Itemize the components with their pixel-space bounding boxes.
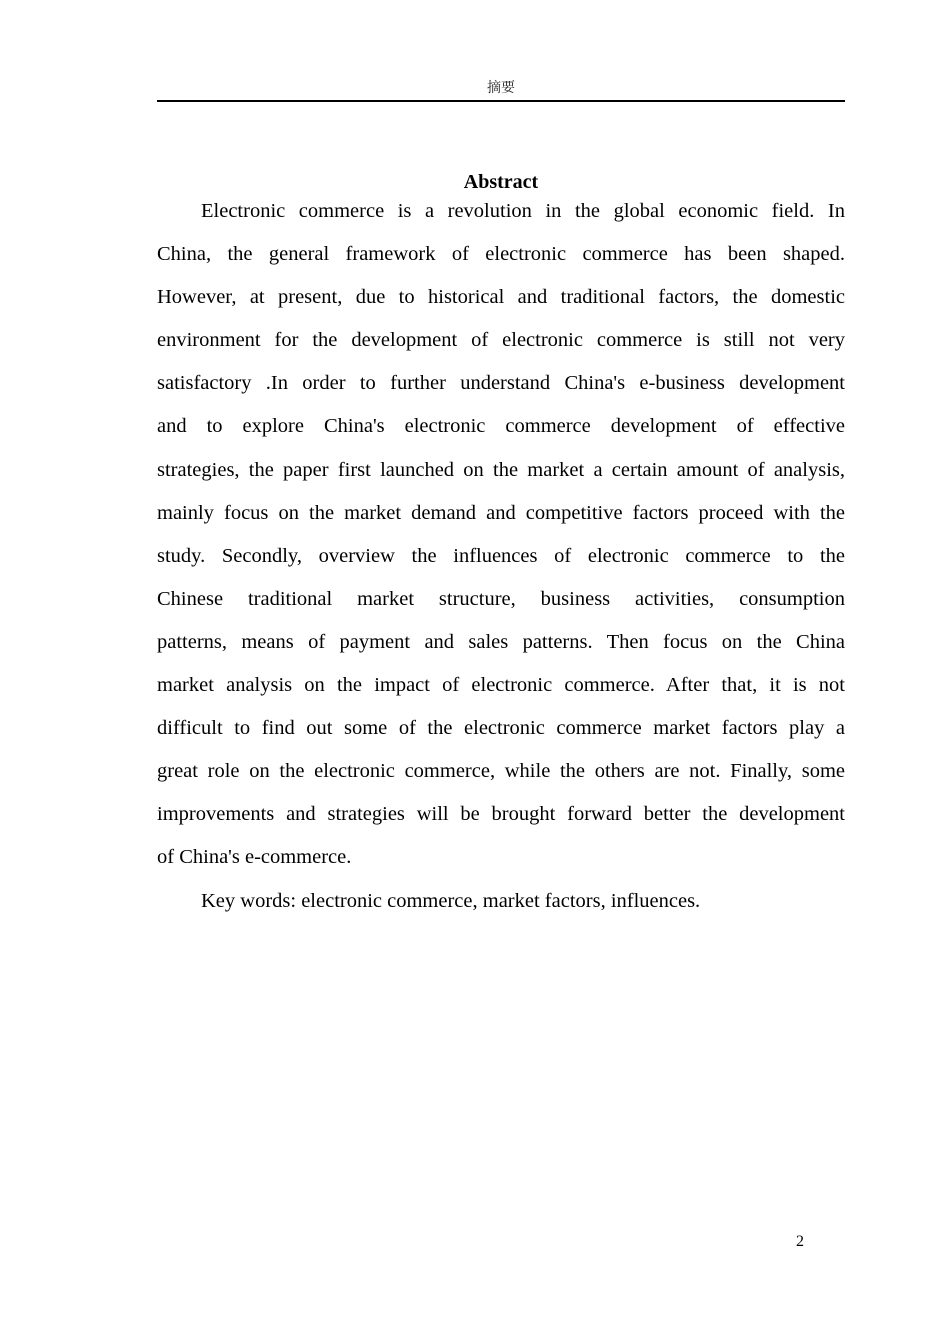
abstract-line: satisfactory .In order to further understand China's e-business development: [157, 372, 845, 395]
abstract-line: environment for the development of electronic commerce is still not very: [157, 329, 845, 352]
abstract-line: market analysis on the impact of electronic commerce. After that, it is not: [157, 674, 845, 697]
abstract-line: of China's e-commerce.: [157, 846, 352, 869]
abstract-line: strategies, the paper first launched on the market a certain amount of analysis,: [157, 458, 845, 481]
abstract-line: Electronic commerce is a revolution in the global economic field. In: [201, 200, 845, 222]
abstract-line: However, at present, due to historical and traditional factors, the domestic: [157, 286, 845, 309]
abstract-line: patterns, means of payment and sales patterns. Then focus on the China: [157, 630, 845, 653]
keywords-line: Key words: electronic commerce, market factors, influences.: [201, 889, 701, 912]
abstract-title: Abstract: [463, 171, 539, 193]
abstract-line: great role on the electronic commerce, while the others are not. Finally, some: [157, 760, 845, 783]
page-number: 2: [796, 1233, 804, 1250]
abstract-line: difficult to find out some of the electronic commerce market factors play a: [157, 717, 845, 740]
abstract-line: Chinese traditional market structure, business activities, consumption: [157, 587, 845, 610]
abstract-line: mainly focus on the market demand and competitive factors proceed with the: [157, 501, 845, 524]
abstract-line: and to explore China's electronic commerce development of effective: [157, 415, 845, 438]
abstract-line: China, the general framework of electronic commerce has been shaped.: [157, 243, 845, 266]
abstract-line: study. Secondly, overview the influences of electronic commerce to the: [157, 544, 845, 567]
abstract-body: [157, 196, 845, 929]
abstract-line: improvements and strategies will be brought forward better the development: [157, 803, 845, 826]
running-header: 摘要: [157, 78, 845, 102]
